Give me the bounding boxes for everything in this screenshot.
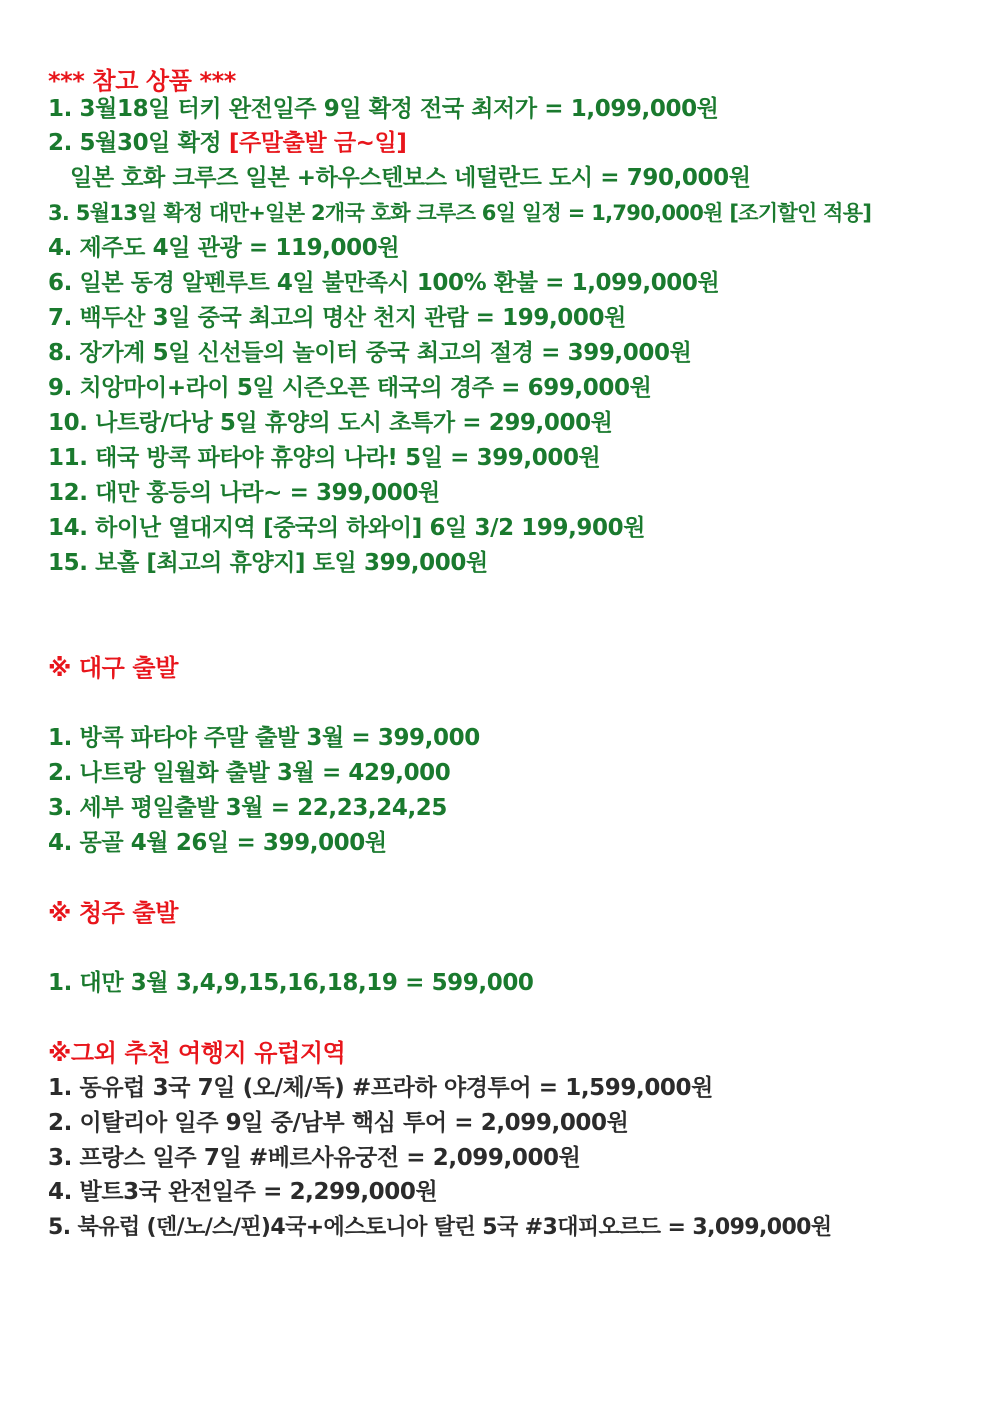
- europe-item: 4. 발트3국 완전일주 = 2,299,000원: [48, 1179, 438, 1205]
- reference-item: 11. 태국 방콕 파타야 휴양의 나라! 5일 = 399,000원: [48, 445, 601, 471]
- cheongju-item: 1. 대만 3월 3,4,9,15,16,18,19 = 599,000: [48, 970, 534, 996]
- europe-item: 1. 동유럽 3국 7일 (오/체/독) #프라하 야경투어 = 1,599,000원: [48, 1075, 713, 1101]
- reference-item: 7. 백두산 3일 중국 최고의 명산 천지 관람 = 199,000원: [48, 305, 626, 331]
- reference-item: 1. 3월18일 터키 완전일주 9일 확정 전국 최저가 = 1,099,000원: [48, 96, 719, 122]
- daegu-heading: ※ 대구 출발: [48, 654, 178, 682]
- reference-item: [48, 128, 406, 158]
- reference-item-highlight: [주말출발 금~일]: [228, 130, 407, 156]
- europe-item: 5. 북유럽 (덴/노/스/핀)4국+에스토니아 탈린 5국 #3대피오르드 = 3,099,000원: [48, 1215, 832, 1240]
- europe-item: 3. 프랑스 일주 7일 #베르사유궁전 = 2,099,000원: [48, 1145, 581, 1171]
- reference-item-text: 2. 5월30일 확정: [48, 130, 229, 156]
- reference-item: 14. 하이난 열대지역 [중국의 하와이] 6일 3/2 199,900원: [48, 515, 646, 541]
- reference-item: 15. 보홀 [최고의 휴양지] 토일 399,000원: [48, 550, 488, 576]
- europe-item: 2. 이탈리아 일주 9일 중/남부 핵심 투어 = 2,099,000원: [48, 1110, 629, 1136]
- reference-item: 9. 치앙마이+라이 5일 시즌오픈 태국의 경주 = 699,000원: [48, 375, 652, 401]
- reference-item: 6. 일본 동경 알펜루트 4일 불만족시 100% 환불 = 1,099,000원: [48, 270, 720, 296]
- reference-item: 10. 나트랑/다낭 5일 휴양의 도시 초특가 = 299,000원: [48, 410, 613, 436]
- reference-item: 4. 제주도 4일 관광 = 119,000원: [48, 235, 400, 261]
- daegu-item: 4. 몽골 4월 26일 = 399,000원: [48, 830, 387, 856]
- reference-item-continuation: 일본 호화 크루즈 일본 +하우스텐보스 네덜란드 도시 = 790,000원: [70, 165, 751, 191]
- daegu-item: 2. 나트랑 일월화 출발 3월 = 429,000: [48, 760, 451, 786]
- reference-item: 3. 5월13일 확정 대만+일본 2개국 호화 크루즈 6일 일정 = 1,790,000원 [조기할인 적용]: [48, 201, 872, 225]
- europe-heading: ※그외 추천 여행지 유럽지역: [48, 1039, 346, 1067]
- reference-item: 8. 장가계 5일 신선들의 놀이터 중국 최고의 절경 = 399,000원: [48, 340, 692, 366]
- cheongju-heading: ※ 청주 출발: [48, 899, 178, 927]
- reference-item: 12. 대만 홍등의 나라~ = 399,000원: [48, 480, 440, 506]
- daegu-item: 3. 세부 평일출발 3월 = 22,23,24,25: [48, 795, 448, 821]
- reference-heading: *** 참고 상품 ***: [48, 67, 236, 95]
- daegu-item: 1. 방콕 파타야 주말 출발 3월 = 399,000: [48, 725, 480, 751]
